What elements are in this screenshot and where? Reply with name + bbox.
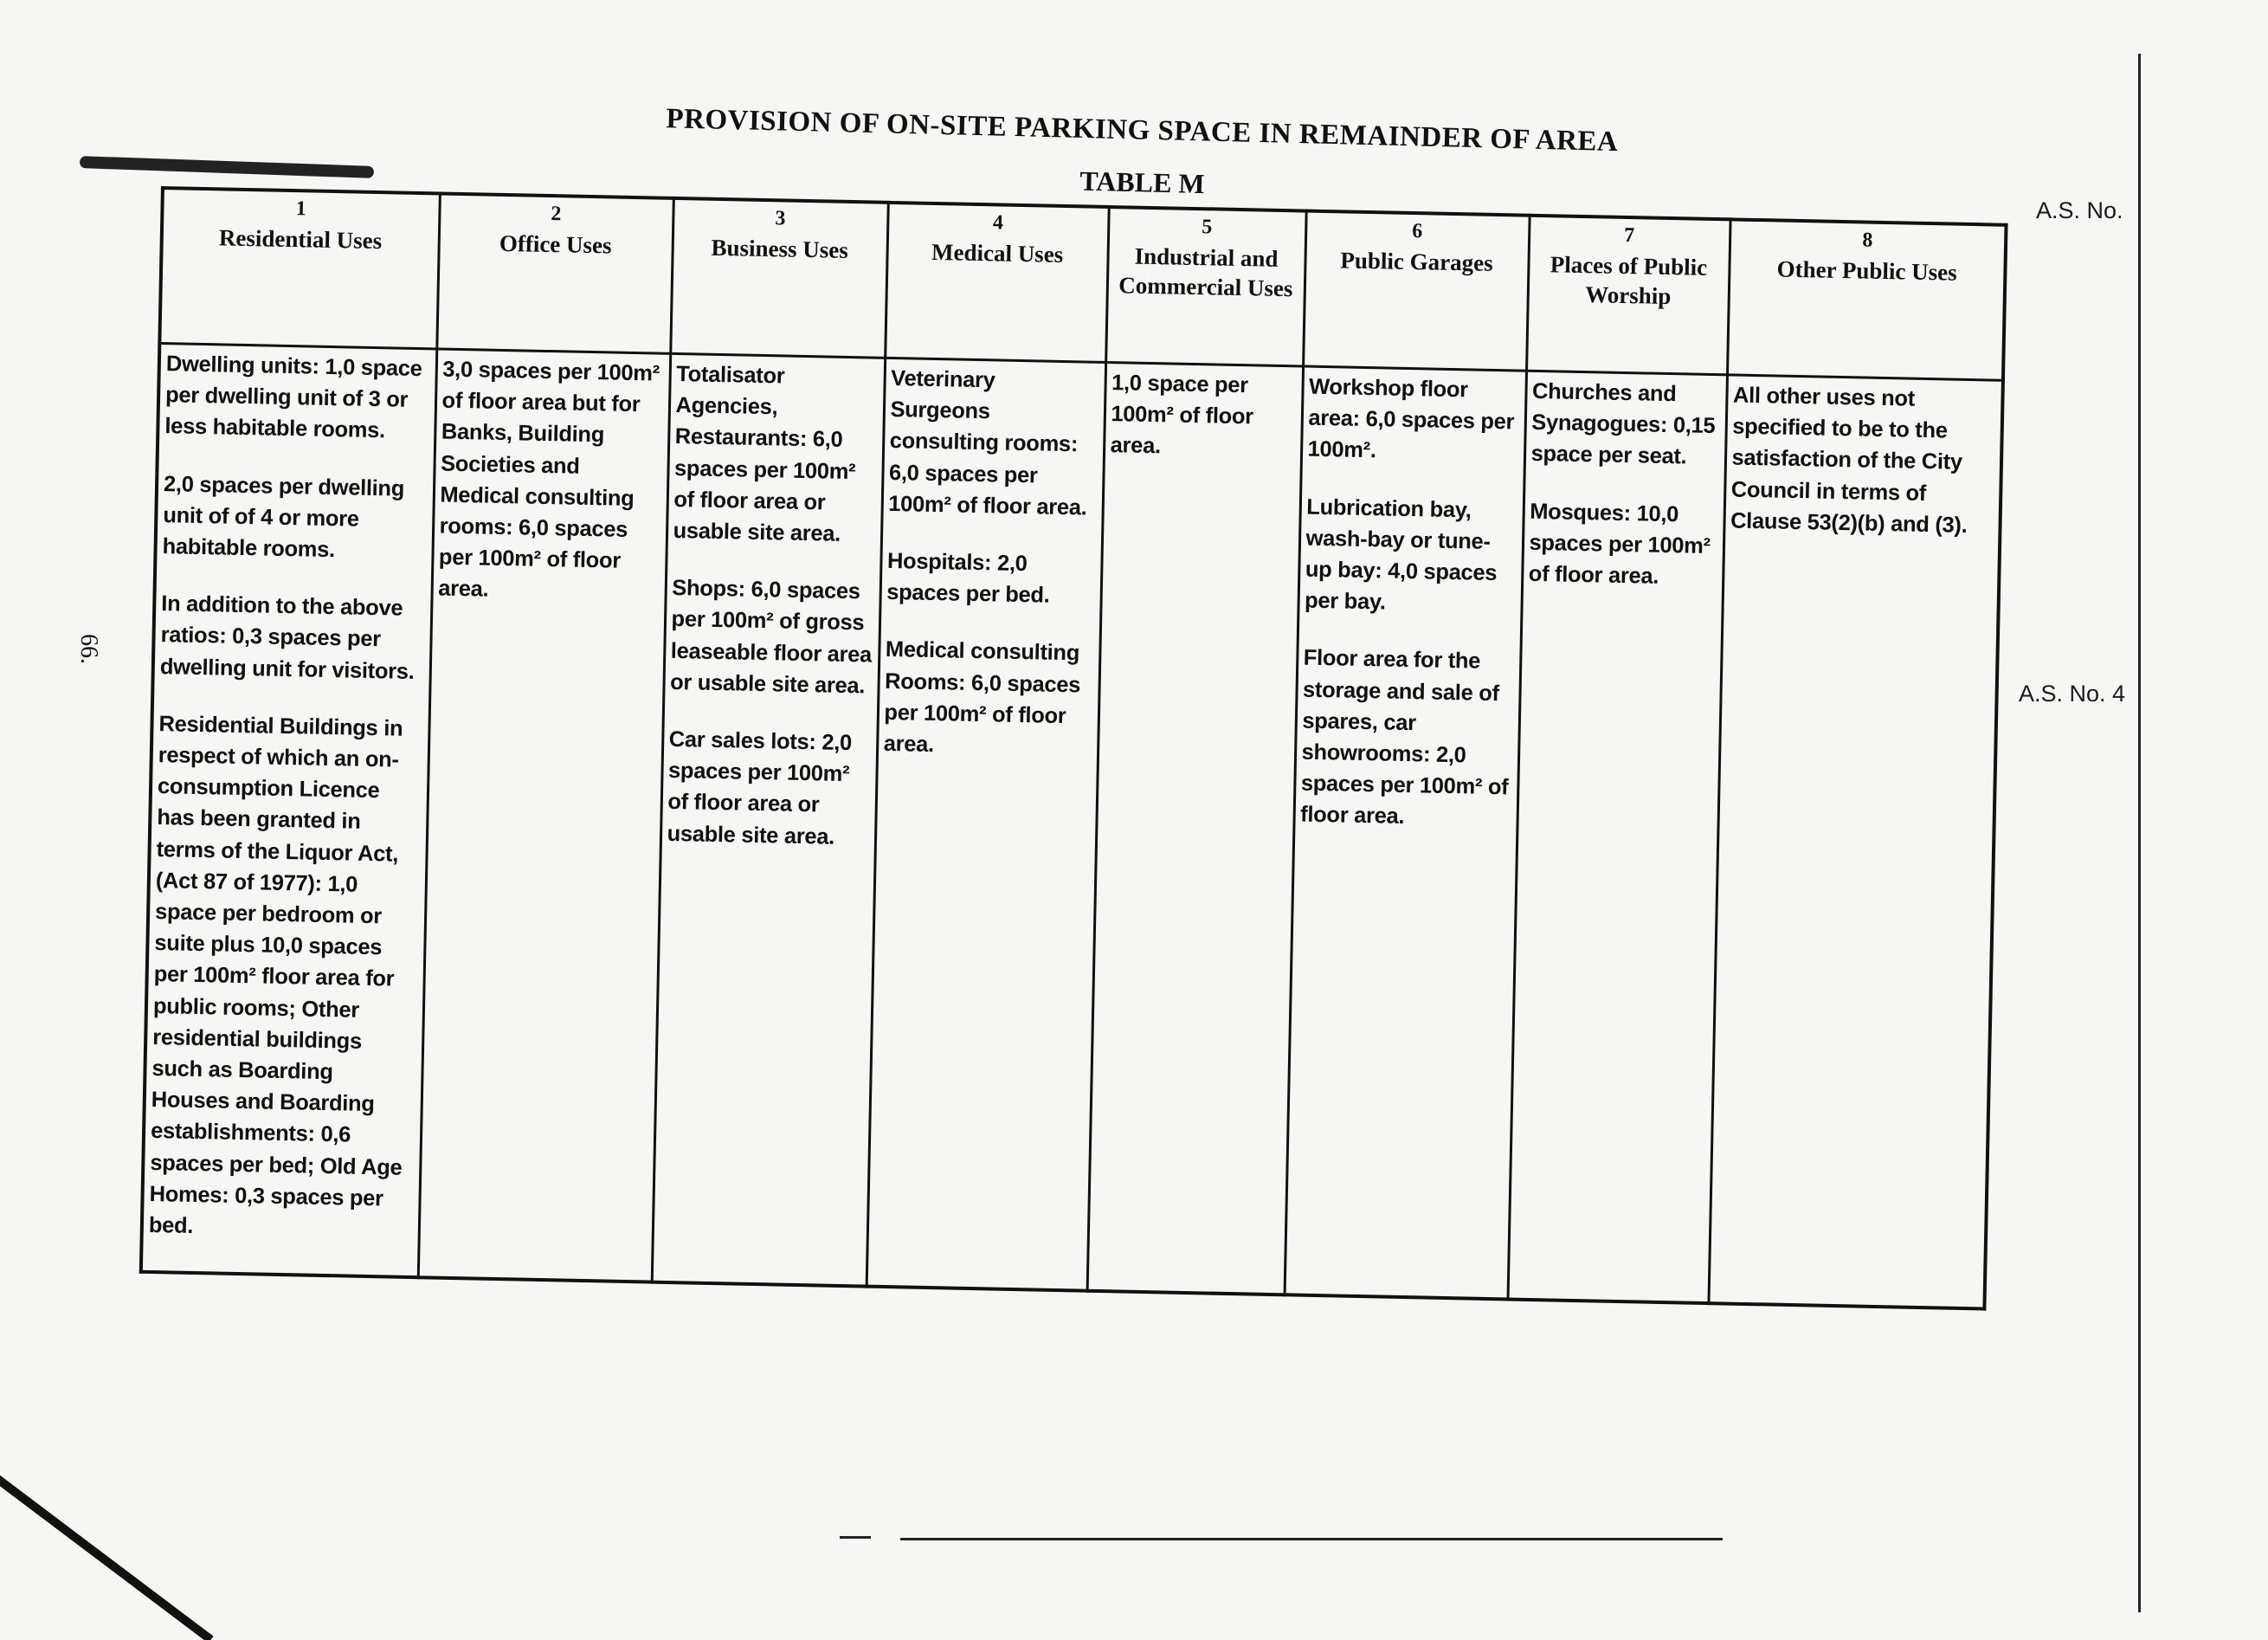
- margin-note-middle: A.S. No. 4: [2019, 681, 2126, 707]
- column-heading: Industrial and Commercial Uses: [1118, 242, 1293, 302]
- column-number: 5: [1202, 216, 1213, 239]
- cell-paragraph: Hospitals: 2,0 spaces per bed.: [886, 548, 1050, 608]
- column-header-residential: [159, 188, 440, 349]
- column-header-other-public: [1727, 219, 2007, 380]
- parking-table-container: [139, 186, 2005, 1311]
- table-label: TABLE M: [1079, 165, 1206, 200]
- cell-paragraph: In addition to the above ratios: 0,3 spaces per dwelling unit for visitors.: [159, 591, 415, 684]
- column-heading: Office Uses: [499, 229, 612, 259]
- column-heading: Residential Uses: [218, 224, 383, 255]
- column-heading: Business Uses: [711, 234, 849, 263]
- column-number: 1: [295, 197, 307, 221]
- cell-paragraph: Medical consulting Rooms: 6,0 spaces per 100m² of floor area.: [883, 637, 1081, 758]
- cell-paragraph: Lubrication bay, wash-bay or tune-up bay: 4,0 spaces per bay.: [1304, 494, 1498, 615]
- cell-paragraph: Shops: 6,0 spaces per 100m² of gross leaseable floor area or usable site area.: [669, 576, 873, 699]
- column-number: 3: [775, 207, 786, 230]
- corner-ink-stroke: [0, 1464, 214, 1640]
- bottom-rule-short: [840, 1536, 871, 1539]
- column-header-worship: [1526, 216, 1730, 375]
- cell-office: [418, 349, 670, 1282]
- cell-business: [652, 353, 885, 1287]
- cell-paragraph: Workshop floor area: 6,0 spaces per 100m².: [1307, 374, 1515, 463]
- bottom-rule-long: [900, 1538, 1723, 1540]
- cell-public-garages: [1285, 366, 1526, 1300]
- column-header-public-garages: [1303, 211, 1530, 371]
- cell-worship: [1508, 371, 1727, 1303]
- cell-paragraph: 1,0 space per 100m² of floor area.: [1110, 371, 1254, 459]
- ink-smudge: [80, 156, 374, 178]
- cell-paragraph: Residential Buildings in respect of which an on-consumption Licence has been granted in terms of the Liquor Act, (Act 87 of 1977): 1,0 space per bedroom or suite plus 10,0 spaces per 100m² floor area for public rooms; Other residential buildings such as Boarding Houses and Boarding establishments: 0,6 spaces per bed; Old Age Homes: 0,3 spaces per bed.: [148, 711, 403, 1239]
- cell-paragraph: Totalisator Agencies, Restaurants: 6,0 spaces per 100m² of floor area or usable site area.: [673, 361, 856, 546]
- cell-other-public: [1708, 375, 2002, 1309]
- page-number: 66.: [75, 634, 102, 664]
- column-number: 8: [1862, 229, 1873, 252]
- column-number: 2: [551, 203, 562, 226]
- column-number: 7: [1623, 223, 1635, 248]
- cell-paragraph: Veterinary Surgeons consulting rooms: 6,0 spaces per 100m² of floor area.: [888, 365, 1087, 520]
- cell-residential: [141, 344, 436, 1278]
- column-heading: Places of Public Worship: [1550, 251, 1708, 309]
- column-header-industrial: [1105, 207, 1306, 366]
- column-number: 6: [1411, 220, 1423, 243]
- right-margin-rule: [2138, 54, 2141, 1612]
- cell-paragraph: Mosques: 10,0 spaces per 100m² of floor area.: [1528, 499, 1711, 589]
- column-header-business: [670, 198, 888, 358]
- margin-note-top: A.S. No.: [2036, 197, 2123, 223]
- column-number: 4: [992, 211, 1004, 235]
- table-row: [141, 344, 2003, 1309]
- column-heading: Public Garages: [1340, 247, 1493, 276]
- cell-paragraph: Car sales lots: 2,0 spaces per 100m² of floor area or usable site area.: [667, 726, 853, 849]
- cell-industrial: [1087, 362, 1303, 1295]
- column-header-office: [436, 193, 673, 353]
- cell-paragraph: All other uses not specified to be to the satisfaction of the City Council in terms of Clause 53(2)(b) and (3).: [1730, 383, 1968, 538]
- cell-paragraph: 3,0 spaces per 100m² of floor area but for Banks, Building Societies and Medical consulting rooms: 6,0 spaces per 100m² of floor area.: [437, 357, 660, 603]
- column-header-medical: [885, 203, 1109, 363]
- column-heading: Other Public Uses: [1776, 255, 1957, 286]
- cell-paragraph: Dwelling units: 1,0 space per dwelling unit of 3 or less habitable rooms.: [164, 352, 422, 443]
- column-heading: Medical Uses: [931, 238, 1064, 268]
- cell-medical: [867, 358, 1105, 1291]
- document-title: PROVISION OF ON-SITE PARKING SPACE IN REMAINDER OF AREA: [666, 103, 1619, 158]
- cell-paragraph: Churches and Synagogues: 0,15 space per seat.: [1530, 378, 1716, 469]
- cell-paragraph: Floor area for the storage and sale of spares, car showrooms: 2,0 spaces per 100m² of floor area.: [1299, 646, 1509, 830]
- parking-table: [139, 186, 2008, 1311]
- cell-paragraph: 2,0 spaces per dwelling unit of of 4 or more habitable rooms.: [162, 471, 405, 563]
